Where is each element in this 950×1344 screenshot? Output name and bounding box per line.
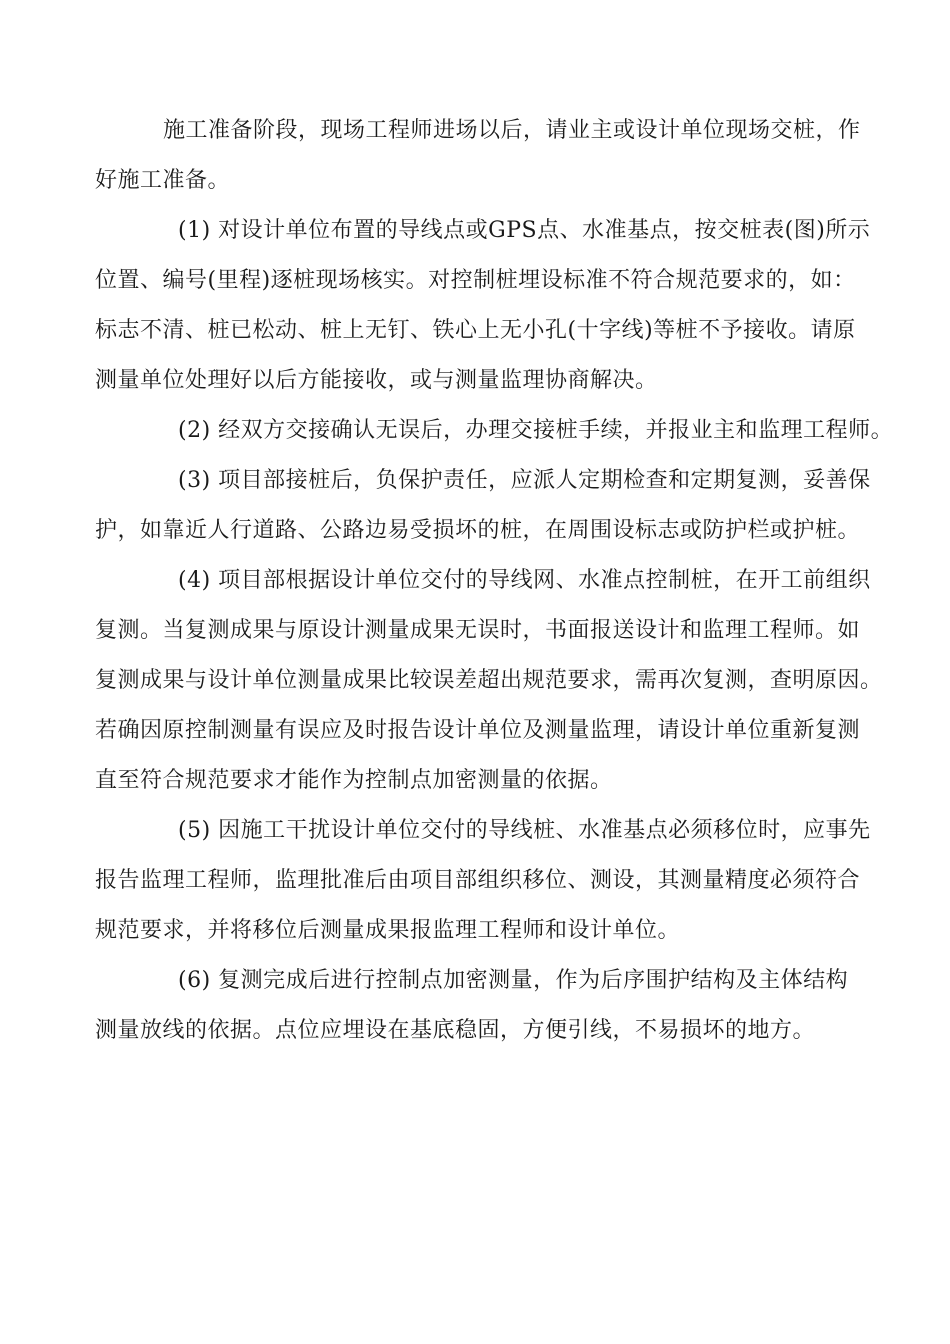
- item-4-line-5: 直至符合规范要求才能作为控制点加密测量的依据。: [95, 768, 613, 793]
- item-2-line-1: (2) 经双方交接确认无误后，办理交接桩手续，并报业主和监理工程师。: [178, 418, 894, 443]
- item-4-line-2: 复测。当复测成果与原设计测量成果无误时，书面报送设计和监理工程师。如: [95, 618, 861, 643]
- item-1-line-3: 标志不清、桩已松动、桩上无钉、铁心上无小孔(十字线)等桩不予接收。请原: [95, 318, 856, 343]
- item-1-line-2: 位置、编号(里程)逐桩现场核实。对控制桩埋设标准不符合规范要求的，如：: [95, 268, 856, 293]
- item-6-line-1: (6) 复测完成后进行控制点加密测量，作为后序围护结构及主体结构: [178, 968, 849, 993]
- paragraph-intro-line-1: 施工准备阶段，现场工程师进场以后，请业主或设计单位现场交桩，作: [163, 118, 861, 143]
- item-5-line-2: 报告监理工程师，监理批准后由项目部组织移位、测设，其测量精度必须符合: [95, 868, 861, 893]
- item-5-line-1: (5) 因施工干扰设计单位交付的导线桩、水准基点必须移位时，应事先: [178, 818, 871, 843]
- item-3-line-1: (3) 项目部接桩后，负保护责任，应派人定期检查和定期复测，妥善保: [178, 468, 871, 493]
- item-5-line-3: 规范要求，并将移位后测量成果报监理工程师和设计单位。: [95, 918, 681, 943]
- paragraph-intro-line-2: 好施工准备。: [95, 168, 231, 193]
- item-6-line-2: 测量放线的依据。点位应埋设在基底稳固，方便引线，不易损坏的地方。: [95, 1018, 816, 1043]
- item-1-line-1: (1) 对设计单位布置的导线点或GPS点、水准基点，按交桩表(图)所示: [178, 218, 871, 243]
- item-4-line-3: 复测成果与设计单位测量成果比较误差超出规范要求，需再次复测，查明原因。: [95, 668, 883, 693]
- item-4-line-4: 若确因原控制测量有误应及时报告设计单位及测量监理，请设计单位重新复测: [95, 718, 861, 743]
- item-3-line-2: 护，如靠近人行道路、公路边易受损坏的桩，在周围设标志或防护栏或护桩。: [95, 518, 861, 543]
- item-1-line-4: 测量单位处理好以后方能接收，或与测量监理协商解决。: [95, 368, 658, 393]
- item-4-line-1: (4) 项目部根据设计单位交付的导线网、水准点控制桩，在开工前组织: [178, 568, 871, 593]
